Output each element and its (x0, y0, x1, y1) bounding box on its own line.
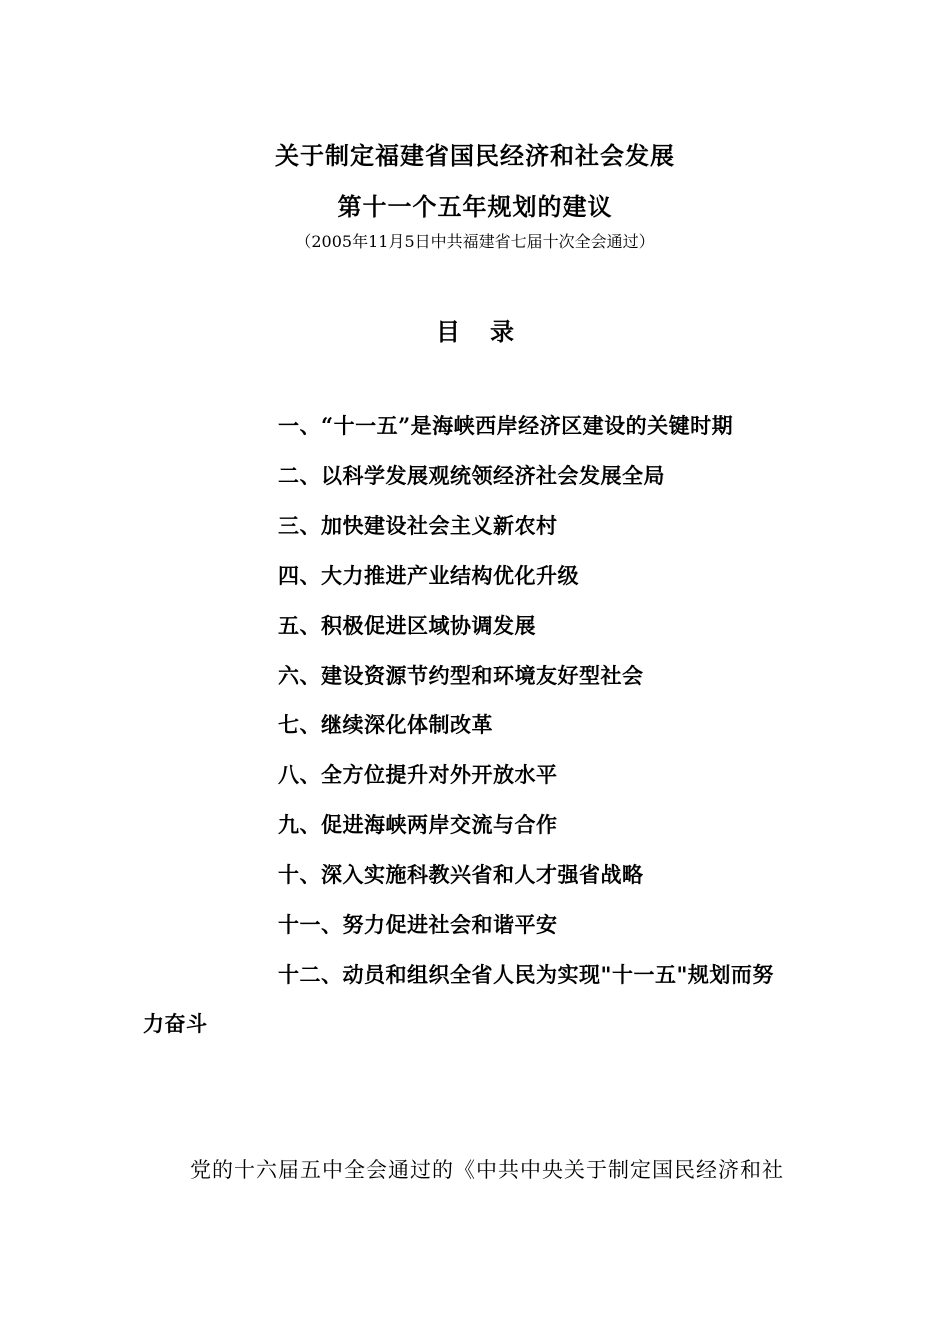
toc-heading: 目录 (436, 317, 544, 346)
toc-item-5: 五、积极促进区域协调发展 (278, 613, 536, 638)
toc-item-6: 六、建设资源节约型和环境友好型社会 (278, 663, 644, 688)
toc-item-9: 九、促进海峡两岸交流与合作 (278, 812, 558, 837)
toc-item-1: 一、“十一五”是海峡西岸经济区建设的关键时期 (278, 413, 734, 438)
toc-item-3: 三、加快建设社会主义新农村 (278, 513, 558, 538)
toc-item-12-continuation: 力奋斗 (143, 1011, 208, 1036)
toc-item-7: 七、继续深化体制改革 (278, 712, 493, 737)
toc-item-12: 十二、动员和组织全省人民为实现"十一五"规划而努 (278, 962, 774, 987)
document-title-line-1: 关于制定福建省国民经济和社会发展 (275, 141, 675, 170)
toc-item-10: 十、深入实施科教兴省和人才强省战略 (278, 862, 644, 887)
toc-item-11: 十一、努力促进社会和谐平安 (278, 912, 558, 937)
toc-item-8: 八、全方位提升对外开放水平 (278, 762, 558, 787)
toc-item-4: 四、大力推进产业结构优化升级 (278, 563, 579, 588)
document-title-line-2: 第十一个五年规划的建议 (337, 192, 613, 221)
body-paragraph: 党的十六届五中全会通过的《中共中央关于制定国民经济和社 (190, 1158, 784, 1182)
toc-item-2: 二、以科学发展观统领经济社会发展全局 (278, 463, 665, 488)
document-subtitle: （2005年11月5日中共福建省七届十次全会通过） (295, 232, 655, 251)
